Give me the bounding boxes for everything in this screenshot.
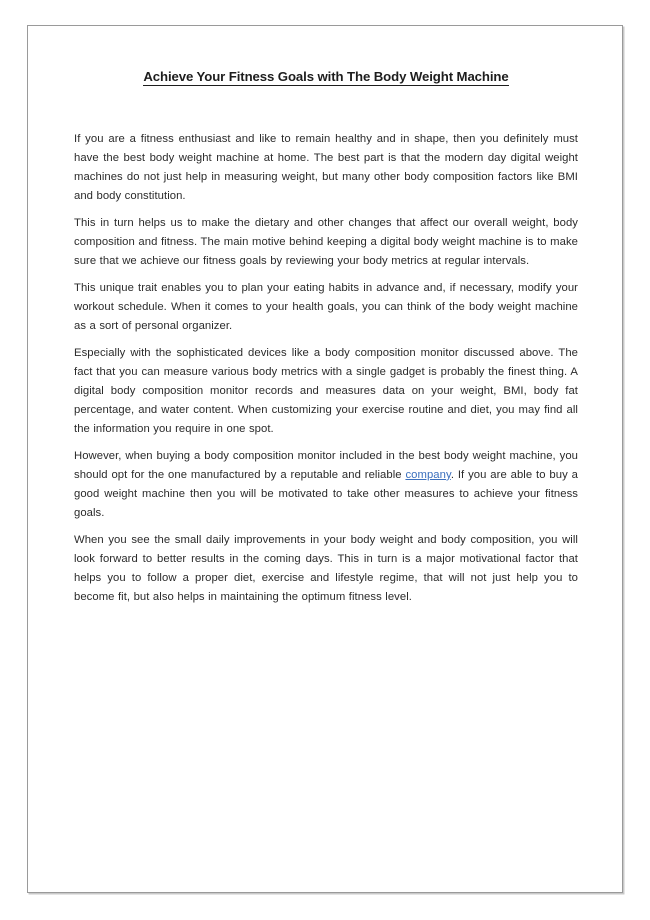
paragraph-1: If you are a fitness enthusiast and like to remain healthy and in shape, then you definitely must have the best body weight machine at home. The best part is that the modern day digital weight machines do not just help in measuring weight, but many other body composition factors like BMI and body constitution.	[74, 132, 578, 202]
page-title-text: Achieve Your Fitness Goals with The Body Weight Machine	[143, 69, 509, 84]
paragraph-6: When you see the small daily improvements in your body weight and body composition, you will look forward to better results in the coming days. This in turn is a major motivational factor that helps you to follow a proper diet, exercise and lifestyle regime, that will not just help you to become fit, but also helps in maintaining the optimum fitness level.	[74, 533, 578, 603]
paragraph-3: This unique trait enables you to plan your eating habits in advance and, if necessary, modify your workout schedule. When it comes to your health goals, you can think of the body weight machine as a sort of personal organizer.	[74, 281, 578, 332]
paragraph-5-text-after-link: . If you are able to buy a good weight machine then you will be motivated to take other measures to achieve your fitness goals.	[74, 468, 578, 519]
document-page	[27, 25, 623, 893]
paragraph-5-text-before-link: However, when buying a body composition monitor included in the best body weight machine, you should opt for the one manufactured by a reputable and reliable	[74, 449, 578, 481]
paragraph-5	[74, 447, 578, 523]
company-link[interactable]: company	[405, 468, 451, 481]
paragraph-4: Especially with the sophisticated devices like a body composition monitor discussed above. The fact that you can measure various body metrics with a single gadget is probably the finest thing. A digital body composition monitor records and measures data on your weight, BMI, body fat percentage, and water content. When customizing your exercise routine and diet, you may find all the information you require in one spot.	[74, 346, 578, 435]
document-body	[74, 68, 578, 607]
paragraph-2: This in turn helps us to make the dietary and other changes that affect our overall weight, body composition and fitness. The main motive behind keeping a digital body weight machine is to make sure that we achieve our fitness goals by reviewing your body metrics at regular intervals.	[74, 216, 578, 267]
page-title	[74, 68, 578, 86]
